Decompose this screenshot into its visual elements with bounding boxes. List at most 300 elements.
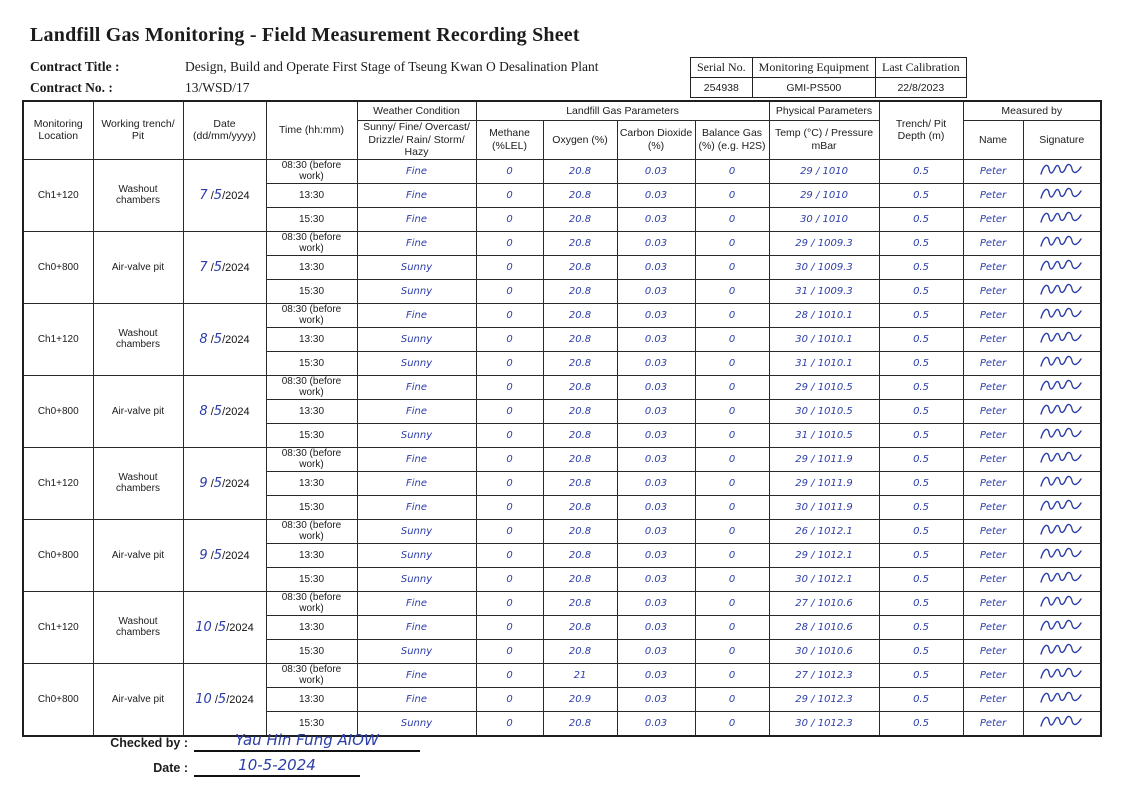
- signature-scribble: [1039, 185, 1085, 203]
- cell-depth: 0.5: [879, 711, 963, 736]
- cell-temp-pressure: 27 / 1012.3: [769, 663, 879, 687]
- cell-oxygen: 20.8: [543, 519, 617, 543]
- header-time: Time (hh:mm): [266, 101, 357, 159]
- cell-balance: 0: [695, 159, 769, 183]
- cell-weather: Fine: [357, 303, 476, 327]
- cell-depth: 0.5: [879, 159, 963, 183]
- cell-oxygen: 21: [543, 663, 617, 687]
- signature-scribble: [1039, 593, 1085, 611]
- cell-depth: 0.5: [879, 279, 963, 303]
- cell-methane: 0: [476, 399, 543, 423]
- contract-title-value: Design, Build and Operate First Stage of Tseung Kwan O Desalination Plant: [185, 59, 599, 74]
- table-row: [23, 591, 1101, 615]
- cell-depth: 0.5: [879, 567, 963, 591]
- date-day: 9: [199, 475, 208, 491]
- cell-depth: 0.5: [879, 615, 963, 639]
- cell-time: 08:30 (before work): [266, 303, 357, 327]
- date-day: 8: [199, 403, 208, 419]
- date-sep: /: [211, 621, 218, 634]
- cell-co2: 0.03: [617, 495, 695, 519]
- signature-scribble: [1039, 233, 1085, 251]
- cell-methane: 0: [476, 207, 543, 231]
- contract-title-row: [30, 56, 599, 77]
- cell-signature: [1023, 399, 1101, 423]
- signature-scribble: [1039, 665, 1085, 683]
- cell-depth: 0.5: [879, 375, 963, 399]
- equipment-value-row: [691, 78, 967, 98]
- cell-date: [183, 303, 266, 375]
- cell-depth: 0.5: [879, 687, 963, 711]
- cell-working-trench: Washout chambers: [93, 159, 183, 231]
- cell-weather: Sunny: [357, 327, 476, 351]
- checked-by-value: Yau Hin Fung AIOW: [235, 731, 379, 749]
- cell-depth: 0.5: [879, 591, 963, 615]
- cell-name: Peter: [963, 255, 1023, 279]
- cell-oxygen: 20.8: [543, 279, 617, 303]
- cell-depth: 0.5: [879, 255, 963, 279]
- cell-name: Peter: [963, 519, 1023, 543]
- date-month: 5: [213, 259, 223, 275]
- cell-co2: 0.03: [617, 567, 695, 591]
- cell-balance: 0: [695, 663, 769, 687]
- checked-date-line: [194, 756, 360, 777]
- cell-temp-pressure: 30 / 1011.9: [769, 495, 879, 519]
- cell-balance: 0: [695, 279, 769, 303]
- cell-signature: [1023, 639, 1101, 663]
- cell-date: [183, 591, 266, 663]
- cell-co2: 0.03: [617, 327, 695, 351]
- cell-co2: 0.03: [617, 591, 695, 615]
- signature-scribble: [1039, 281, 1085, 299]
- cell-name: Peter: [963, 303, 1023, 327]
- cell-name: Peter: [963, 591, 1023, 615]
- header-gas-group: Landfill Gas Parameters: [476, 101, 769, 121]
- cell-signature: [1023, 255, 1101, 279]
- cell-name: Peter: [963, 327, 1023, 351]
- cell-balance: 0: [695, 687, 769, 711]
- signature-scribble: [1039, 353, 1085, 371]
- cell-methane: 0: [476, 159, 543, 183]
- header-methane: Methane (%LEL): [476, 121, 543, 160]
- cell-oxygen: 20.8: [543, 471, 617, 495]
- date-sep: /: [207, 261, 214, 274]
- cell-time: 08:30 (before work): [266, 159, 357, 183]
- header-signature: Signature: [1023, 121, 1101, 160]
- cell-signature: [1023, 231, 1101, 255]
- cell-working-trench: Air-valve pit: [93, 519, 183, 591]
- table-row: [23, 159, 1101, 183]
- cell-co2: 0.03: [617, 519, 695, 543]
- cell-oxygen: 20.8: [543, 639, 617, 663]
- cell-depth: 0.5: [879, 519, 963, 543]
- cell-signature: [1023, 279, 1101, 303]
- cell-time: 15:30: [266, 351, 357, 375]
- cell-signature: [1023, 495, 1101, 519]
- header-name: Name: [963, 121, 1023, 160]
- table-row: [23, 447, 1101, 471]
- date-day: 8: [199, 331, 208, 347]
- cell-temp-pressure: 30 / 1010.1: [769, 327, 879, 351]
- cell-co2: 0.03: [617, 159, 695, 183]
- cell-co2: 0.03: [617, 399, 695, 423]
- cell-co2: 0.03: [617, 615, 695, 639]
- date-sep: /: [207, 189, 214, 202]
- cell-weather: Fine: [357, 207, 476, 231]
- header-measured-by: Measured by: [963, 101, 1101, 121]
- cell-depth: 0.5: [879, 399, 963, 423]
- cell-signature: [1023, 351, 1101, 375]
- cell-balance: 0: [695, 591, 769, 615]
- cell-signature: [1023, 567, 1101, 591]
- cell-temp-pressure: 29 / 1012.3: [769, 687, 879, 711]
- cell-balance: 0: [695, 639, 769, 663]
- cell-signature: [1023, 423, 1101, 447]
- cell-signature: [1023, 447, 1101, 471]
- cell-time: 13:30: [266, 471, 357, 495]
- cell-oxygen: 20.8: [543, 183, 617, 207]
- contract-block: [30, 56, 599, 98]
- date-month: 5: [213, 403, 223, 419]
- date-year: /2024: [222, 405, 250, 418]
- cell-balance: 0: [695, 231, 769, 255]
- checked-by-row: [96, 731, 420, 752]
- date-year: /2024: [222, 189, 250, 202]
- cell-co2: 0.03: [617, 471, 695, 495]
- date-sep: /: [207, 333, 214, 346]
- header-date: Date (dd/mm/yyyy): [183, 101, 266, 159]
- checked-by-label: Checked by :: [110, 736, 188, 750]
- signature-scribble: [1039, 305, 1085, 323]
- cell-balance: 0: [695, 351, 769, 375]
- monitoring-equipment-header: Monitoring Equipment: [752, 58, 875, 78]
- date-day: 7: [199, 259, 208, 275]
- monitoring-equipment-value: GMI-PS500: [752, 78, 875, 98]
- cell-working-trench: Washout chambers: [93, 591, 183, 663]
- last-calibration-value: 22/8/2023: [875, 78, 966, 98]
- equipment-header-row: [691, 58, 967, 78]
- cell-co2: 0.03: [617, 687, 695, 711]
- date-month: 5: [213, 187, 223, 203]
- cell-balance: 0: [695, 399, 769, 423]
- cell-temp-pressure: 29 / 1012.1: [769, 543, 879, 567]
- header-monitoring-location: Monitoring Location: [23, 101, 93, 159]
- cell-co2: 0.03: [617, 711, 695, 736]
- cell-balance: 0: [695, 303, 769, 327]
- cell-temp-pressure: 30 / 1010.5: [769, 399, 879, 423]
- cell-balance: 0: [695, 543, 769, 567]
- monitoring-table-head: [23, 101, 1101, 159]
- cell-balance: 0: [695, 495, 769, 519]
- cell-balance: 0: [695, 207, 769, 231]
- cell-methane: 0: [476, 255, 543, 279]
- date-year: /2024: [222, 549, 250, 562]
- cell-weather: Fine: [357, 591, 476, 615]
- cell-co2: 0.03: [617, 279, 695, 303]
- signature-scribble: [1039, 377, 1085, 395]
- cell-balance: 0: [695, 255, 769, 279]
- cell-depth: 0.5: [879, 183, 963, 207]
- cell-methane: 0: [476, 183, 543, 207]
- date-day: 9: [199, 547, 208, 563]
- cell-name: Peter: [963, 495, 1023, 519]
- cell-balance: 0: [695, 327, 769, 351]
- cell-temp-pressure: 29 / 1011.9: [769, 471, 879, 495]
- signature-scribble: [1039, 713, 1085, 731]
- checked-date-row: [96, 756, 420, 777]
- signature-scribble: [1039, 329, 1085, 347]
- cell-methane: 0: [476, 495, 543, 519]
- date-sep: /: [207, 549, 214, 562]
- contract-title-label: Contract Title :: [30, 59, 120, 74]
- date-year: /2024: [226, 621, 254, 634]
- cell-name: Peter: [963, 231, 1023, 255]
- cell-temp-pressure: 30 / 1010.6: [769, 639, 879, 663]
- cell-weather: Fine: [357, 159, 476, 183]
- cell-monitoring-location: Ch0+800: [23, 663, 93, 736]
- cell-working-trench: Air-valve pit: [93, 375, 183, 447]
- date-sep: /: [207, 477, 214, 490]
- signature-scribble: [1039, 401, 1085, 419]
- cell-weather: Fine: [357, 495, 476, 519]
- cell-co2: 0.03: [617, 255, 695, 279]
- table-row: [23, 519, 1101, 543]
- cell-signature: [1023, 159, 1101, 183]
- cell-weather: Fine: [357, 447, 476, 471]
- cell-co2: 0.03: [617, 639, 695, 663]
- signature-scribble: [1039, 569, 1085, 587]
- date-month: 5: [213, 331, 223, 347]
- cell-date: [183, 663, 266, 736]
- cell-date: [183, 375, 266, 447]
- contract-no-value: 13/WSD/17: [185, 80, 250, 95]
- table-row: [23, 303, 1101, 327]
- cell-name: Peter: [963, 351, 1023, 375]
- cell-balance: 0: [695, 615, 769, 639]
- cell-name: Peter: [963, 423, 1023, 447]
- cell-methane: 0: [476, 519, 543, 543]
- cell-depth: 0.5: [879, 663, 963, 687]
- last-calibration-header: Last Calibration: [875, 58, 966, 78]
- cell-weather: Sunny: [357, 279, 476, 303]
- cell-temp-pressure: 29 / 1011.9: [769, 447, 879, 471]
- date-month: 5: [213, 547, 223, 563]
- cell-co2: 0.03: [617, 231, 695, 255]
- cell-oxygen: 20.8: [543, 711, 617, 736]
- signature-scribble: [1039, 449, 1085, 467]
- cell-time: 13:30: [266, 687, 357, 711]
- serial-no-value: 254938: [691, 78, 753, 98]
- monitoring-table-body: [23, 159, 1101, 736]
- footer-block: [96, 731, 420, 781]
- cell-monitoring-location: Ch1+120: [23, 303, 93, 375]
- cell-time: 15:30: [266, 639, 357, 663]
- cell-weather: Fine: [357, 231, 476, 255]
- date-sep: /: [211, 693, 218, 706]
- checked-date-label: Date :: [153, 761, 188, 775]
- cell-co2: 0.03: [617, 423, 695, 447]
- cell-oxygen: 20.8: [543, 207, 617, 231]
- cell-signature: [1023, 375, 1101, 399]
- header-oxygen: Oxygen (%): [543, 121, 617, 160]
- signature-scribble: [1039, 617, 1085, 635]
- cell-methane: 0: [476, 327, 543, 351]
- cell-time: 15:30: [266, 711, 357, 736]
- cell-name: Peter: [963, 639, 1023, 663]
- cell-name: Peter: [963, 207, 1023, 231]
- checked-by-line: [194, 731, 420, 752]
- cell-oxygen: 20.8: [543, 543, 617, 567]
- cell-signature: [1023, 543, 1101, 567]
- cell-oxygen: 20.8: [543, 327, 617, 351]
- header-weather-sub: Sunny/ Fine/ Overcast/ Drizzle/ Rain/ Storm/ Hazy: [357, 121, 476, 160]
- cell-name: Peter: [963, 183, 1023, 207]
- cell-depth: 0.5: [879, 639, 963, 663]
- page-title: Landfill Gas Monitoring - Field Measurement Recording Sheet: [30, 24, 580, 46]
- cell-methane: 0: [476, 543, 543, 567]
- cell-co2: 0.03: [617, 447, 695, 471]
- cell-oxygen: 20.8: [543, 399, 617, 423]
- cell-methane: 0: [476, 471, 543, 495]
- cell-weather: Sunny: [357, 639, 476, 663]
- cell-signature: [1023, 471, 1101, 495]
- cell-methane: 0: [476, 615, 543, 639]
- cell-weather: Sunny: [357, 519, 476, 543]
- cell-time: 08:30 (before work): [266, 591, 357, 615]
- cell-methane: 0: [476, 567, 543, 591]
- signature-scribble: [1039, 161, 1085, 179]
- cell-temp-pressure: 31 / 1009.3: [769, 279, 879, 303]
- cell-oxygen: 20.8: [543, 591, 617, 615]
- cell-methane: 0: [476, 639, 543, 663]
- cell-monitoring-location: Ch0+800: [23, 231, 93, 303]
- cell-name: Peter: [963, 615, 1023, 639]
- cell-oxygen: 20.8: [543, 351, 617, 375]
- cell-depth: 0.5: [879, 471, 963, 495]
- date-day: 10: [195, 691, 212, 707]
- cell-time: 15:30: [266, 207, 357, 231]
- cell-methane: 0: [476, 687, 543, 711]
- date-month: 5: [213, 475, 223, 491]
- cell-working-trench: Air-valve pit: [93, 663, 183, 736]
- cell-name: Peter: [963, 279, 1023, 303]
- cell-depth: 0.5: [879, 423, 963, 447]
- signature-scribble: [1039, 689, 1085, 707]
- cell-depth: 0.5: [879, 351, 963, 375]
- cell-methane: 0: [476, 447, 543, 471]
- cell-name: Peter: [963, 375, 1023, 399]
- cell-oxygen: 20.8: [543, 375, 617, 399]
- cell-time: 08:30 (before work): [266, 231, 357, 255]
- header-balance: Balance Gas (%) (e.g. H2S): [695, 121, 769, 160]
- cell-date: [183, 231, 266, 303]
- signature-scribble: [1039, 497, 1085, 515]
- cell-weather: Fine: [357, 399, 476, 423]
- cell-monitoring-location: Ch1+120: [23, 447, 93, 519]
- cell-signature: [1023, 207, 1101, 231]
- cell-temp-pressure: 28 / 1010.6: [769, 615, 879, 639]
- cell-weather: Sunny: [357, 351, 476, 375]
- header-co2: Carbon Dioxide (%): [617, 121, 695, 160]
- date-month: 5: [217, 691, 227, 707]
- date-year: /2024: [222, 261, 250, 274]
- contract-no-row: [30, 77, 599, 98]
- cell-working-trench: Washout chambers: [93, 447, 183, 519]
- header-weather-group: Weather Condition: [357, 101, 476, 121]
- cell-date: [183, 159, 266, 231]
- cell-temp-pressure: 31 / 1010.1: [769, 351, 879, 375]
- cell-monitoring-location: Ch0+800: [23, 519, 93, 591]
- cell-time: 13:30: [266, 255, 357, 279]
- cell-temp-pressure: 29 / 1010: [769, 183, 879, 207]
- cell-oxygen: 20.8: [543, 495, 617, 519]
- signature-scribble: [1039, 425, 1085, 443]
- cell-monitoring-location: Ch0+800: [23, 375, 93, 447]
- cell-time: 13:30: [266, 543, 357, 567]
- cell-temp-pressure: 29 / 1009.3: [769, 231, 879, 255]
- cell-temp-pressure: 31 / 1010.5: [769, 423, 879, 447]
- cell-name: Peter: [963, 687, 1023, 711]
- cell-balance: 0: [695, 375, 769, 399]
- cell-weather: Sunny: [357, 543, 476, 567]
- cell-time: 08:30 (before work): [266, 375, 357, 399]
- cell-oxygen: 20.8: [543, 423, 617, 447]
- date-month: 5: [217, 619, 227, 635]
- cell-oxygen: 20.8: [543, 231, 617, 255]
- table-row: [23, 231, 1101, 255]
- signature-scribble: [1039, 521, 1085, 539]
- cell-weather: Fine: [357, 471, 476, 495]
- cell-signature: [1023, 591, 1101, 615]
- cell-temp-pressure: 30 / 1009.3: [769, 255, 879, 279]
- signature-scribble: [1039, 257, 1085, 275]
- cell-date: [183, 519, 266, 591]
- date-day: 7: [199, 187, 208, 203]
- cell-balance: 0: [695, 447, 769, 471]
- cell-signature: [1023, 615, 1101, 639]
- cell-co2: 0.03: [617, 351, 695, 375]
- cell-weather: Fine: [357, 663, 476, 687]
- cell-methane: 0: [476, 591, 543, 615]
- signature-scribble: [1039, 545, 1085, 563]
- cell-methane: 0: [476, 663, 543, 687]
- cell-methane: 0: [476, 303, 543, 327]
- cell-depth: 0.5: [879, 495, 963, 519]
- cell-methane: 0: [476, 711, 543, 736]
- cell-time: 13:30: [266, 183, 357, 207]
- cell-depth: 0.5: [879, 447, 963, 471]
- cell-time: 15:30: [266, 423, 357, 447]
- header-working-trench: Working trench/ Pit: [93, 101, 183, 159]
- cell-oxygen: 20.8: [543, 159, 617, 183]
- cell-weather: Sunny: [357, 567, 476, 591]
- table-row: [23, 375, 1101, 399]
- cell-methane: 0: [476, 351, 543, 375]
- date-year: /2024: [222, 477, 250, 490]
- cell-balance: 0: [695, 519, 769, 543]
- signature-scribble: [1039, 473, 1085, 491]
- cell-time: 13:30: [266, 399, 357, 423]
- cell-name: Peter: [963, 663, 1023, 687]
- cell-depth: 0.5: [879, 543, 963, 567]
- cell-oxygen: 20.8: [543, 447, 617, 471]
- table-row: [23, 663, 1101, 687]
- header-physical-group: Physical Parameters: [769, 101, 879, 121]
- cell-name: Peter: [963, 711, 1023, 736]
- cell-working-trench: Air-valve pit: [93, 231, 183, 303]
- cell-methane: 0: [476, 423, 543, 447]
- cell-balance: 0: [695, 423, 769, 447]
- cell-balance: 0: [695, 711, 769, 736]
